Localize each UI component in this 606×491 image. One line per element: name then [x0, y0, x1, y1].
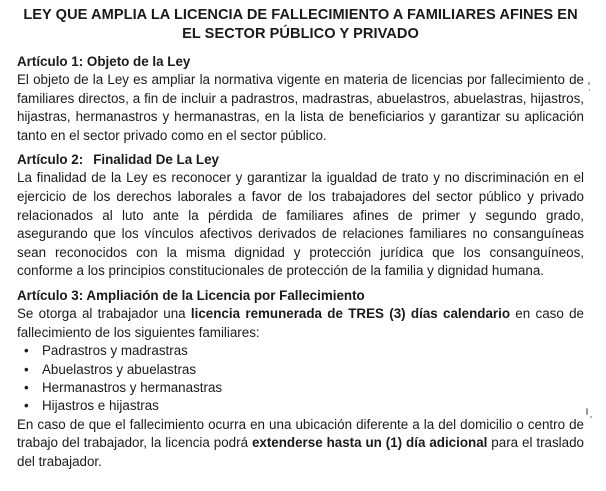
bullet-icon: • — [24, 343, 29, 359]
scan-speck — [588, 82, 590, 85]
bullet-icon: • — [24, 398, 29, 414]
list-item-text: Hijastros e hijastras — [42, 398, 159, 414]
article-2-heading — [17, 151, 584, 169]
article-3-closing-bold: extenderse hasta un (1) día adicional — [251, 435, 488, 451]
article-3-intro-before: Se otorga al trabajador una — [17, 305, 191, 321]
article-3-intro — [17, 305, 584, 342]
list-item-text: Hermanastros y hermanastras — [42, 379, 223, 395]
article-3-closing — [17, 416, 584, 472]
bullet-icon: • — [24, 379, 29, 395]
article-1-text: El objeto de la Ley es ampliar la normativa vigente en materia de licencias por fallecimiento de familiares directos, a fin de incluir a padrastros, madrastras, abuelastros, abuelastras, hijastros, hijastras, hermanastros y hermanastras, en la lista de beneficiarios y garantizar su aplicación tanto en el sector privado como en el sector público. — [17, 72, 584, 143]
list-item-text: Abuelastros y abuelastras — [42, 361, 197, 377]
document-title-line-2: EL SECTOR PÚBLICO Y PRIVADO — [182, 26, 419, 42]
article-2-heading-title: Finalidad De La Ley — [93, 152, 219, 168]
article-3-closing-before: En caso de que el fallecimiento ocurra en una ubicación diferente a la del domicilio o centro de trabajo del trabajador, la licencia podrá — [17, 416, 584, 451]
scan-speck — [590, 416, 592, 418]
list-item-text: Padrastros y madrastras — [42, 343, 188, 359]
familiares-list — [17, 342, 584, 416]
scan-speck — [586, 408, 588, 415]
article-2-text: La finalidad de la Ley es reconocer y garantizar la igualdad de trato y no discriminación en el ejercicio de los derechos laborales a favor de los trabajadores del sector público y privado relacionados al luto ante la pérdida de familiares afines de primer y segundo grado, asegurando que los vínculos afectivos derivados de relaciones familiares no consanguíneas sean reconocidos con la misma dignidad y protección jurídica que los consanguíneos, conforme a los principios constitucionales de protección de la familia y dignidad humana. — [17, 170, 584, 279]
article-3-closing-after: para el traslado del trabajador. — [17, 435, 584, 469]
list-item — [24, 379, 584, 397]
bullet-icon: • — [24, 361, 29, 377]
document-title-line-1: LEY QUE AMPLIA LA LICENCIA DE FALLECIMIENTO A FAMILIARES AFINES EN — [23, 7, 578, 23]
article-2-heading-label: Artículo 2: — [17, 152, 84, 168]
article-3-heading: Artículo 3: Ampliación de la Licencia por Fallecimiento — [17, 287, 365, 303]
article-1-heading: Artículo 1: Objeto de la Ley — [17, 54, 191, 69]
list-item — [24, 361, 584, 379]
article-3-intro-after: en caso de fallecimiento de los siguientes familiares: — [17, 305, 584, 340]
article-3-intro-bold: licencia remunerada de TRES (3) días calendario — [190, 305, 510, 321]
list-item — [24, 397, 584, 415]
document-title — [17, 6, 584, 44]
list-item — [24, 342, 584, 360]
scan-speck — [589, 89, 590, 91]
